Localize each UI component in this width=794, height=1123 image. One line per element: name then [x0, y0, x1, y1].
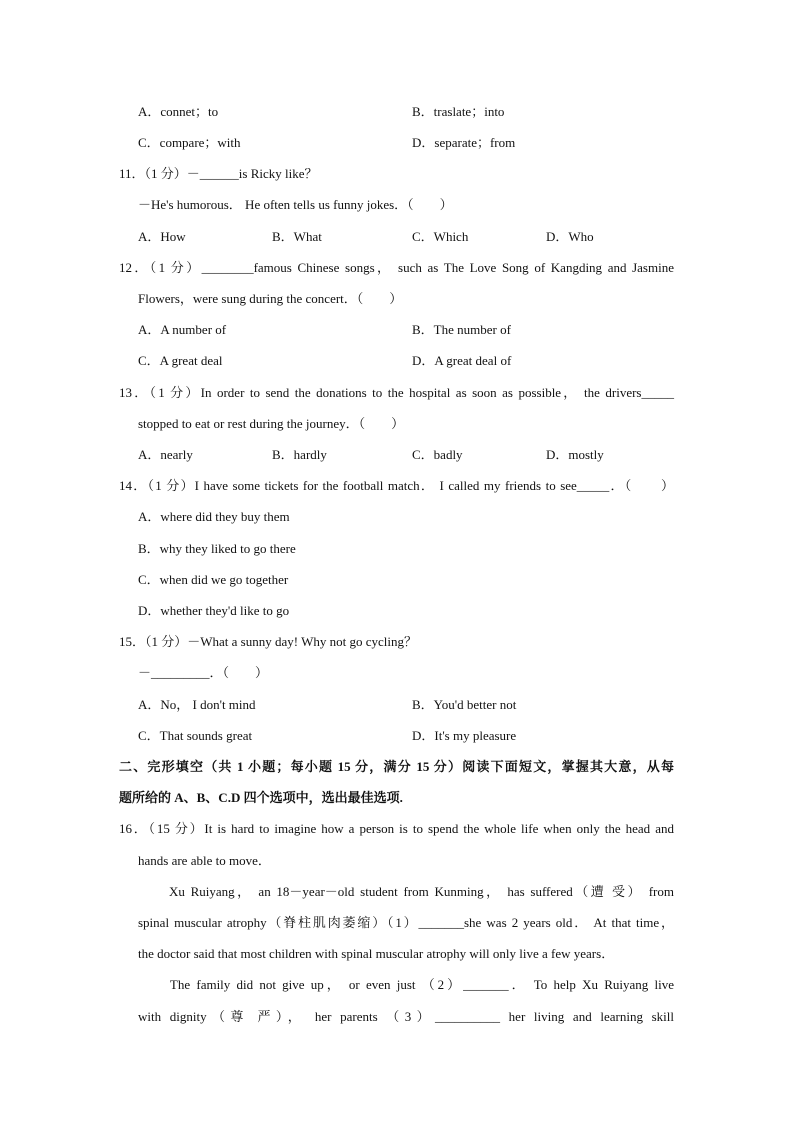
- q10-option-a: A．connet；to: [138, 104, 219, 119]
- q15-option-d: D．It's my pleasure: [412, 728, 517, 743]
- q16-passage-line-7: with dignity（尊 严）， her parents （3）__________ her living and learning skill: [138, 1009, 674, 1024]
- q12-option-d: D．A great deal of: [412, 353, 512, 368]
- section-heading-line-2: 题所给的 A、B、C.D 四个选项中，选出最佳选项.: [119, 790, 403, 805]
- q11-option-b: B．What: [272, 229, 322, 244]
- q15-option-a: A．No， I don't mind: [138, 697, 256, 712]
- q13-option-d: D．mostly: [546, 447, 604, 462]
- q11-option-d: D．Who: [546, 229, 594, 244]
- q16-passage-line-2: hands are able to move．: [138, 853, 271, 868]
- q13-stem: 13．（1 分）In order to send the donations to the hospital as soon as possible， the drivers_____: [119, 385, 674, 400]
- q15-continuation: －_________．（ ）: [138, 665, 269, 680]
- section-heading-line-1: 二、完形填空（共 1 小题；每小题 15 分，满分 15 分）阅读下面短文，掌握其大意，从每: [119, 759, 674, 774]
- q16-passage-line-3: Xu Ruiyang， an 18－year－old student from Kunming， has suffered（遭 受） from: [138, 884, 674, 899]
- q14-stem: 14．（1 分）I have some tickets for the football match． I called my friends to see_____．（ ）: [119, 478, 674, 493]
- q12-option-b: B．The number of: [412, 322, 511, 337]
- q14-option-d: D．whether they'd like to go: [138, 603, 290, 618]
- q10-option-c: C．compare；with: [138, 135, 241, 150]
- q10-option-b: B．traslate；into: [412, 104, 505, 119]
- q12-option-a: A．A number of: [138, 322, 227, 337]
- q12-option-c: C．A great deal: [138, 353, 223, 368]
- q14-option-a: A．where did they buy them: [138, 509, 290, 524]
- q16-stem: 16．（15 分）It is hard to imagine how a person is to spend the whole life when only the head and: [119, 821, 674, 836]
- q12-stem: 12．（1 分）________famous Chinese songs， such as The Love Song of Kangding and Jasmine: [119, 260, 674, 275]
- q13-option-a: A．nearly: [138, 447, 193, 462]
- q13-continuation: stopped to eat or rest during the journey．（ ）: [138, 416, 405, 431]
- q14-option-b: B．why they liked to go there: [138, 541, 296, 556]
- q15-option-c: C．That sounds great: [138, 728, 253, 743]
- q16-passage-line-4: spinal muscular atrophy（脊柱肌肉萎缩）（1）_______she was 2 years old． At that time，: [138, 915, 674, 930]
- q15-stem: 15．（1 分）－What a sunny day! Why not go cycling？: [119, 634, 417, 649]
- q14-option-c: C．when did we go together: [138, 572, 289, 587]
- q11-continuation: －He's humorous． He often tells us funny jokes．（ ）: [138, 197, 453, 212]
- q11-option-c: C．Which: [412, 229, 469, 244]
- q16-passage-line-6: The family did not give up， or even just （2）_______． To help Xu Ruiyang live: [138, 977, 674, 992]
- q13-option-b: B．hardly: [272, 447, 327, 462]
- q12-continuation: Flowers，were sung during the concert．（ ）: [138, 291, 403, 306]
- q16-passage-line-5: the doctor said that most children with spinal muscular atrophy will only live a few years．: [138, 946, 615, 961]
- q10-option-d: D．separate；from: [412, 135, 516, 150]
- q13-option-c: C．badly: [412, 447, 463, 462]
- q15-option-b: B．You'd better not: [412, 697, 517, 712]
- q11-option-a: A．How: [138, 229, 186, 244]
- q11-stem: 11．（1 分）－______is Ricky like？: [119, 166, 318, 181]
